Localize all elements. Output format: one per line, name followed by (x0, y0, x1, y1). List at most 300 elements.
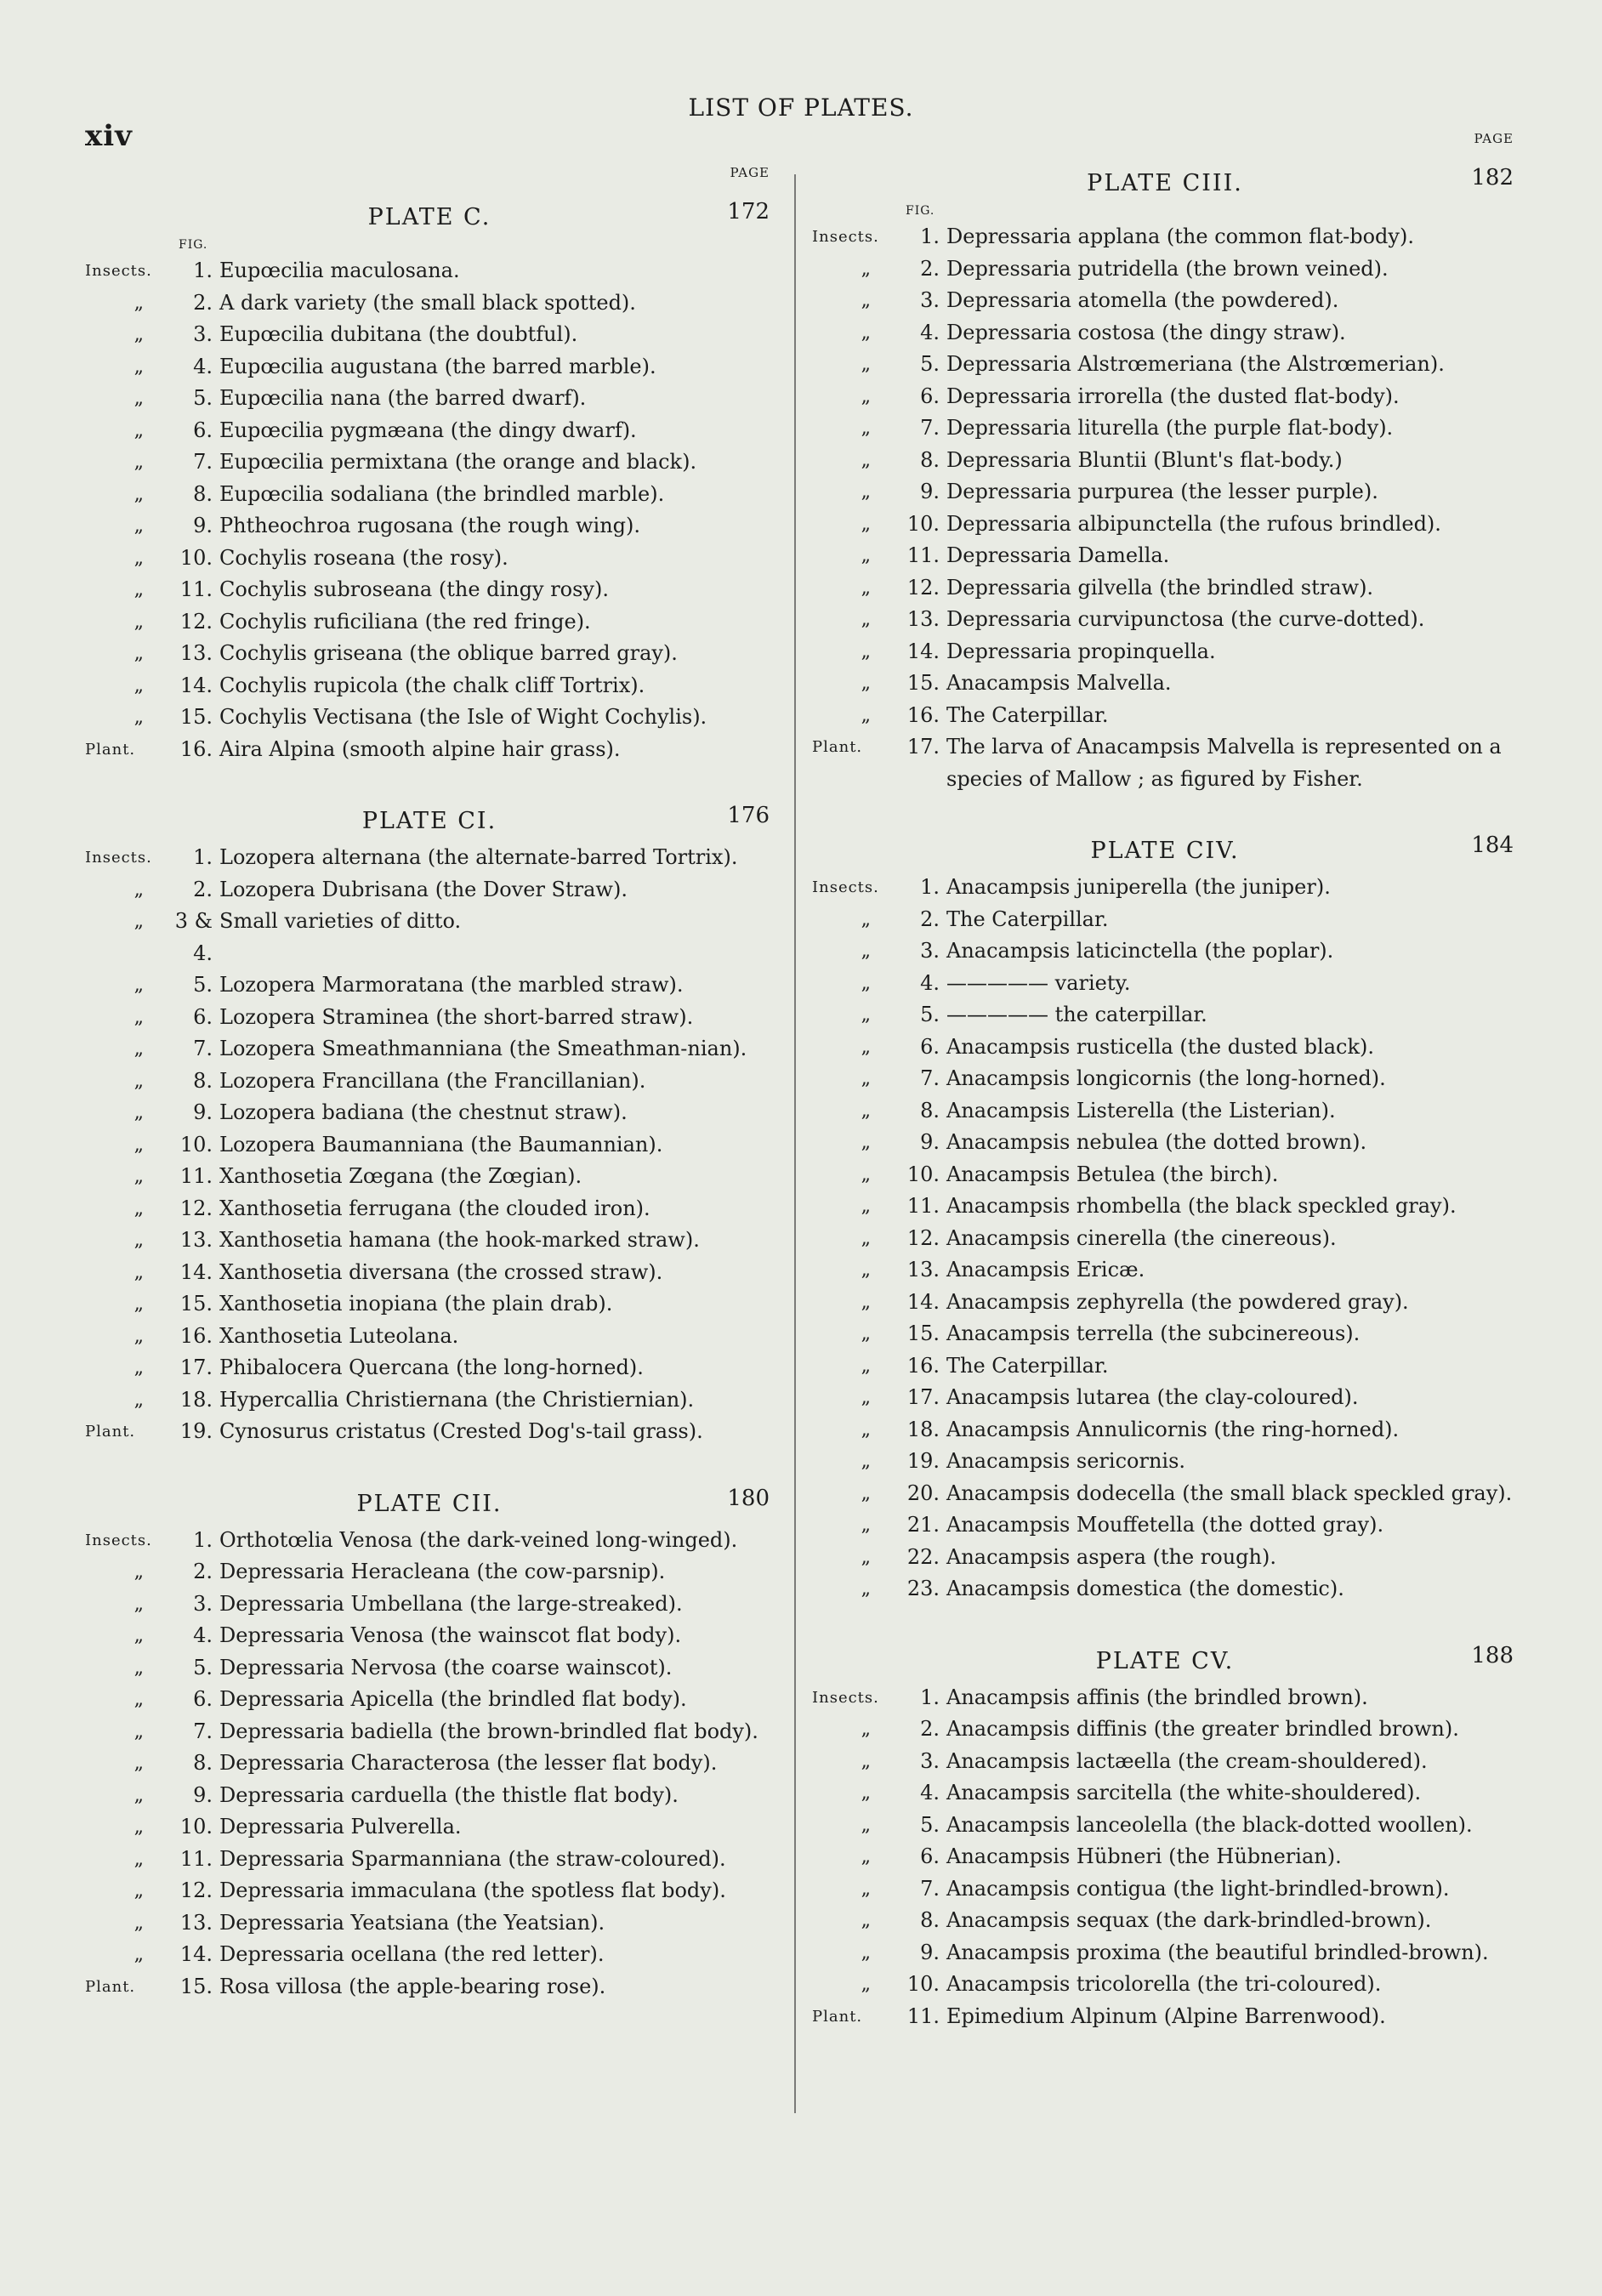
figure-number: 2. (920, 906, 940, 931)
figure-number: 16. (906, 702, 940, 727)
entry-category: „ (134, 1166, 145, 1187)
plate-entry (85, 969, 774, 1002)
entry-text: Phibalocera Quercana (the long-horned). (219, 1355, 644, 1379)
entry-category: „ (861, 1036, 872, 1058)
section-spacer (85, 765, 774, 803)
figure-number: 8. (193, 1068, 213, 1093)
entry-text: Depressaria propinquella. (946, 639, 1216, 663)
plate-entry (812, 1841, 1518, 1873)
plate-entry (812, 1873, 1518, 1906)
figure-number: 9. (920, 480, 940, 503)
plate-entry (85, 1588, 774, 1621)
plate-entry (812, 604, 1518, 636)
entry-text: Hypercallia Christiernana (the Christiernian). (219, 1387, 695, 1412)
entry-category: „ (861, 704, 872, 726)
entry-category: „ (861, 1132, 872, 1153)
entry-category: „ (134, 911, 145, 932)
entry-category: „ (134, 1689, 145, 1710)
plate-title: PLATE CIV. (1090, 838, 1240, 864)
entry-category: „ (861, 1196, 872, 1217)
figure-number: 5. (193, 386, 213, 410)
plate-entry (85, 734, 774, 766)
entry-text: Depressaria Damella. (946, 543, 1170, 567)
entry-category: „ (861, 1163, 872, 1185)
entry-text: Anacampsis lanceolella (the black-dotted woollen). (946, 1812, 1473, 1837)
plate-section (85, 803, 774, 1448)
plate-entry (85, 1716, 774, 1748)
figure-number: 12. (906, 1225, 940, 1250)
plate-entry (85, 1907, 774, 1940)
entry-text: Depressaria putridella (the brown veined). (946, 256, 1389, 281)
entry-text: Eupœcilia nana (the barred dwarf). (219, 386, 587, 410)
figure-number: 16. (179, 736, 213, 761)
entry-category: „ (861, 1814, 872, 1836)
entry-category: Insects. (812, 228, 879, 246)
plate-entry (85, 415, 774, 447)
plate-entry (85, 1748, 774, 1780)
section-spacer (812, 1605, 1518, 1643)
fig-column-label: FIG. (179, 238, 208, 252)
figure-number: 7. (193, 450, 213, 474)
plate-entry (85, 1129, 774, 1162)
entry-text: Cochylis Vectisana (the Isle of Wight Cochylis). (219, 705, 707, 729)
plate-entry (85, 1684, 774, 1716)
entry-category: „ (134, 1134, 145, 1156)
entry-text: Lozopera alternana (the alternate-barred Tortrix). (219, 845, 738, 869)
entry-text: The larva of Anacampsis Malvella is represented on a species of Mallow ; as figured by Fisher. (946, 735, 1502, 791)
plate-title: PLATE CI. (361, 808, 497, 834)
plate-entry (85, 638, 774, 670)
plate-entry (85, 1257, 774, 1289)
figure-number: 11. (179, 577, 213, 601)
right-column-heading (812, 128, 1518, 158)
figure-number: 5. (920, 352, 940, 376)
plate-page-number: 172 (727, 199, 770, 224)
plate-entry (812, 572, 1518, 605)
figure-number: 5. (193, 973, 213, 997)
figure-number: 8. (193, 1751, 213, 1775)
entry-text: Depressaria liturella (the purple flat-body). (946, 416, 1394, 440)
entry-text: Anacampsis dodecella (the small black speckled gray). (946, 1480, 1513, 1505)
figure-number: 13. (179, 1228, 213, 1252)
left-column (85, 162, 774, 2003)
plate-entry (812, 540, 1518, 572)
entry-category: „ (134, 1720, 145, 1742)
fig-column-label: FIG. (906, 204, 935, 218)
plate-entry (85, 1811, 774, 1844)
plate-entry (812, 381, 1518, 413)
figure-number: 8. (920, 447, 940, 472)
plate-header (812, 833, 1518, 872)
plate-entry (812, 1777, 1518, 1810)
plate-title: PLATE CII. (356, 1490, 503, 1517)
figure-number: 14. (179, 1259, 213, 1284)
entry-category: „ (134, 324, 145, 345)
entry-category: „ (861, 1719, 872, 1740)
figure-number: 10. (906, 1162, 940, 1186)
entry-category: „ (861, 673, 872, 694)
entry-text: Depressaria irrorella (the dusted flat-body). (946, 384, 1400, 408)
entry-category: Plant. (812, 2007, 863, 2026)
figure-number: 9. (193, 514, 213, 537)
entry-category: „ (134, 1006, 145, 1028)
figure-number: 7. (920, 416, 940, 440)
entry-text: Anacampsis lutarea (the clay-coloured). (946, 1385, 1359, 1409)
entry-category: „ (134, 1293, 145, 1315)
plate-entry (812, 872, 1518, 904)
plate-entry (85, 1288, 774, 1321)
plate-page-number: 188 (1471, 1642, 1514, 1668)
figure-number: 6. (193, 1687, 213, 1711)
figure-number: 12. (179, 609, 213, 634)
entry-category: „ (861, 545, 872, 566)
figure-number: 9. (920, 1130, 940, 1154)
entry-text: ————— the caterpillar. (946, 1003, 1207, 1026)
section-spacer (85, 1448, 774, 1486)
plate-section (812, 1643, 1518, 2033)
entry-category: „ (861, 1227, 872, 1249)
entry-category: „ (134, 547, 145, 569)
entry-category: „ (861, 1974, 872, 1995)
entry-text: Cynosurus cristatus (Crested Dog's-tail grass). (219, 1419, 703, 1443)
entry-text: Depressaria carduella (the thistle flat body). (219, 1782, 679, 1807)
entry-text: Anacampsis sequax (the dark-brindled-brown). (946, 1908, 1432, 1932)
entry-category: „ (134, 1102, 145, 1123)
plate-entry (812, 1350, 1518, 1383)
figure-number: 4. (920, 970, 940, 995)
figure-number: 1. (193, 845, 213, 869)
entry-category: „ (861, 321, 872, 344)
entry-text: Xanthosetia ferrugana (the clouded iron). (219, 1196, 650, 1220)
entry-text: Anacampsis sarcitella (the white-shouldered). (946, 1781, 1422, 1804)
entry-category: „ (134, 643, 145, 664)
entry-category: „ (861, 1941, 872, 1964)
entry-text: Depressaria albipunctella (the rufous brindled). (946, 511, 1441, 536)
entry-text: Lozopera badiana (the chestnut straw). (219, 1100, 628, 1124)
entry-text: Depressaria Yeatsiana (the Yeatsian). (219, 1910, 605, 1935)
entry-category: „ (861, 1546, 872, 1568)
plate-entry (85, 574, 774, 606)
entry-text: Cochylis griseana (the oblique barred gray). (219, 641, 678, 665)
figure-number: 15. (179, 1974, 213, 1998)
figure-number: 8. (193, 481, 213, 506)
entry-text: Anacampsis nebulea (the dotted brown). (946, 1130, 1367, 1154)
entry-category: „ (134, 878, 145, 901)
entry-text: Cochylis rupicola (the chalk cliff Tortrix). (219, 673, 645, 697)
entry-text: Anacampsis Listerella (the Listerian). (946, 1098, 1336, 1122)
plate-header (85, 1486, 774, 1525)
entry-category: „ (134, 1593, 145, 1615)
entry-text: Anacampsis Malvella. (946, 671, 1172, 695)
plate-entry (85, 1384, 774, 1417)
plate-entry (85, 383, 774, 415)
plate-entry (812, 1746, 1518, 1778)
entry-category: „ (134, 611, 145, 633)
entry-text: Anacampsis rhombella (the black speckled gray). (946, 1194, 1457, 1218)
figure-number: 15. (906, 1321, 940, 1345)
entry-category: „ (134, 1880, 145, 1901)
entry-category: „ (861, 449, 872, 471)
figure-number: 11. (906, 1194, 940, 1218)
figure-number: 1. (193, 259, 213, 282)
entry-category: „ (134, 1944, 145, 1965)
figure-number: 14. (179, 1942, 213, 1966)
entry-text: Depressaria Sparmanniana (the straw-coloured). (219, 1846, 726, 1871)
entry-category: „ (861, 258, 872, 280)
figure-number: 17. (906, 1385, 940, 1409)
entry-category: „ (861, 1846, 872, 1867)
entry-text: Lozopera Smeathmanniana (the Smeathman-nian). (219, 1037, 747, 1060)
entry-category: „ (134, 1070, 145, 1092)
figure-number: 13. (179, 641, 213, 665)
entry-category: Plant. (85, 1423, 136, 1441)
plate-entry (812, 1063, 1518, 1095)
entry-text: Depressaria Pulverella. (219, 1815, 462, 1839)
entry-text: Anacampsis affinis (the brindled brown). (946, 1685, 1368, 1709)
plate-entry (812, 445, 1518, 477)
entry-text: Eupœcilia permixtana (the orange and black). (219, 450, 697, 474)
entry-category: „ (861, 1355, 872, 1377)
entry-category: „ (861, 972, 872, 994)
entry-category: „ (134, 515, 145, 537)
entry-category: „ (861, 418, 872, 439)
plate-page-number: 182 (1471, 165, 1514, 190)
entry-text: Anacampsis Annulicornis (the ring-horned). (946, 1417, 1400, 1441)
figure-number: 15. (179, 1292, 213, 1316)
entry-text: Anacampsis tricolorella (the tri-coloured). (946, 1972, 1382, 1996)
plate-header (812, 1643, 1518, 1682)
plate-entry (812, 317, 1518, 350)
plate-entry (85, 1844, 774, 1876)
plate-entry (85, 842, 774, 874)
column-divider (794, 174, 796, 2113)
plate-page-number: 180 (727, 1485, 770, 1511)
figure-number: 18. (179, 1387, 213, 1412)
figure-number: 5. (920, 1003, 940, 1026)
plate-entry (85, 1352, 774, 1384)
figure-number: 11. (906, 2003, 940, 2028)
entry-text: Xanthosetia diversana (the crossed straw). (219, 1259, 663, 1284)
figure-number: 17. (906, 735, 940, 759)
entry-category: „ (861, 1259, 872, 1281)
entry-category: „ (134, 1325, 145, 1347)
plate-entry (85, 1875, 774, 1907)
figure-number: 6. (193, 418, 213, 442)
entry-text: Depressaria ocellana (the red letter). (219, 1942, 605, 1966)
entry-text: Xanthosetia Zœgana (the Zœgian). (219, 1164, 582, 1188)
entry-category: „ (861, 1387, 872, 1408)
entry-text: Depressaria Apicella (the brindled flat body). (219, 1687, 687, 1711)
plate-page-number: 176 (727, 803, 770, 828)
plate-entry (812, 1095, 1518, 1128)
plate-entry (812, 1127, 1518, 1159)
entry-text: Anacampsis Betulea (the birch). (946, 1162, 1279, 1186)
figure-number: 9. (920, 1940, 940, 1964)
entry-category: „ (861, 513, 872, 535)
right-column (812, 128, 1518, 2032)
entry-text: Orthotœlia Venosa (the dark-veined long-winged). (219, 1527, 738, 1552)
entry-text: Anacampsis lactæella (the cream-shouldered). (946, 1748, 1428, 1773)
entry-category: „ (861, 1291, 872, 1313)
entry-text: Xanthosetia inopiana (the plain drab). (219, 1292, 613, 1316)
figure-number: 9. (193, 1100, 213, 1124)
plate-entry (812, 700, 1518, 732)
plate-entry (812, 1937, 1518, 1969)
entry-text: Eupœcilia maculosana. (219, 259, 460, 282)
figure-number: 7. (193, 1719, 213, 1743)
page-title: LIST OF PLATES. (688, 94, 914, 122)
figure-number: 1. (920, 224, 940, 248)
entry-category: „ (861, 1323, 872, 1344)
figure-number: 14. (906, 1289, 940, 1314)
entry-category: „ (861, 941, 872, 962)
entry-category: „ (134, 388, 145, 409)
entry-category: „ (134, 1261, 145, 1283)
entry-text: Anacampsis rusticella (the dusted black). (946, 1034, 1375, 1059)
entry-text: Lozopera Straminea (the short-barred straw). (219, 1004, 694, 1029)
plate-entry (812, 1542, 1518, 1574)
entry-text: Anacampsis proxima (the beautiful brindled-brown). (946, 1940, 1489, 1964)
plate-entry (812, 935, 1518, 968)
figure-number: 4. (920, 1781, 940, 1804)
entry-category: „ (861, 1782, 872, 1804)
figure-number: 1. (920, 1685, 940, 1709)
figure-number: 3. (920, 939, 940, 963)
entry-category: Insects. (85, 849, 152, 867)
entry-text: Depressaria immaculana (the spotless flat body). (219, 1878, 726, 1902)
plate-entry (85, 1939, 774, 1971)
plate-entry (85, 606, 774, 639)
entry-category: „ (861, 290, 872, 311)
right-plate-list (812, 165, 1518, 2032)
plate-header (85, 803, 774, 842)
entry-category: „ (134, 579, 145, 600)
figure-number: 4. (920, 320, 940, 344)
entry-category: „ (134, 1389, 145, 1411)
entry-category: „ (861, 1578, 872, 1600)
entry-text: Depressaria Venosa (the wainscot flat body). (219, 1623, 682, 1647)
plate-entry (812, 2001, 1518, 2033)
figure-number: 10. (179, 1132, 213, 1157)
entry-category: „ (861, 385, 872, 407)
plate-entry (812, 253, 1518, 286)
plate-section (812, 165, 1518, 795)
plate-section (85, 1486, 774, 2003)
figure-number: 5. (920, 1812, 940, 1837)
entry-text: Rosa villosa (the apple-bearing rose). (219, 1974, 606, 1998)
entry-text: Eupœcilia augustana (the barred marble). (219, 354, 656, 378)
figure-number: 7. (920, 1066, 940, 1090)
entry-text: Anacampsis Hübneri (the Hübnerian). (946, 1844, 1342, 1868)
figure-number: 15. (906, 671, 940, 695)
plate-entry (812, 968, 1518, 1000)
entry-text: Eupœcilia sodaliana (the brindled marble). (219, 481, 665, 506)
plate-entry (85, 1556, 774, 1588)
figure-number: 4. (193, 1623, 213, 1647)
entry-text: Depressaria Nervosa (the coarse wainscot). (219, 1655, 673, 1679)
entry-text: Depressaria applana (the common flat-body). (946, 224, 1414, 248)
figure-number: 2. (193, 877, 213, 901)
figure-number: 5. (193, 1655, 213, 1679)
left-column-heading (85, 162, 774, 192)
figure-number: 14. (906, 639, 940, 663)
figure-number: 2. (193, 290, 213, 315)
entry-category: „ (134, 452, 145, 473)
plate-entry (85, 351, 774, 384)
entry-text: Cochylis subroseana (the dingy rosy). (219, 577, 609, 601)
entry-category: „ (134, 355, 145, 378)
plate-entry (812, 1446, 1518, 1478)
entry-text: Anacampsis juniperella (the juniper). (946, 875, 1331, 899)
entry-text: Anacampsis Ericæ. (946, 1258, 1145, 1282)
entry-text: Anacampsis laticinctella (the poplar). (946, 939, 1334, 963)
plate-entry (812, 1478, 1518, 1510)
entry-category: „ (861, 908, 872, 930)
figure-number: 3. (193, 1591, 213, 1616)
entry-category: „ (134, 1784, 145, 1806)
entry-category: „ (861, 1910, 872, 1931)
plate-entry (85, 510, 774, 543)
figure-number: 21. (906, 1513, 940, 1537)
figure-number: 14. (179, 673, 213, 697)
entry-text: Depressaria Bluntii (Blunt's flat-body.) (946, 447, 1343, 472)
page-column-label: PAGE (730, 165, 770, 180)
entry-text: Xanthosetia Luteolana. (219, 1323, 459, 1348)
plate-entry (812, 1191, 1518, 1223)
plate-header (812, 165, 1518, 204)
entry-text: Small varieties of ditto. (219, 909, 462, 933)
plate-entry (812, 221, 1518, 253)
figure-number: 12. (179, 1196, 213, 1220)
figure-number: 6. (920, 384, 940, 408)
entry-category: Insects. (85, 1531, 152, 1549)
entry-text: Depressaria Alstrœmeriana (the Alstrœmerian). (946, 352, 1445, 376)
plate-entry (85, 1416, 774, 1448)
entry-category: „ (134, 483, 145, 505)
plate-title: PLATE CV. (1095, 1647, 1235, 1674)
section-spacer (812, 795, 1518, 833)
entry-category: „ (134, 1357, 145, 1378)
plate-entry (812, 285, 1518, 317)
plate-entry (85, 287, 774, 320)
plate-entry (85, 1066, 774, 1098)
plate-section (812, 833, 1518, 1605)
entry-category: „ (134, 1038, 145, 1060)
figure-number: 11. (179, 1846, 213, 1871)
plate-entry (85, 255, 774, 287)
entry-category: Insects. (812, 1688, 879, 1707)
figure-number: 7. (920, 1876, 940, 1901)
figure-number: 13. (179, 1910, 213, 1935)
entry-category: „ (134, 975, 145, 996)
plate-entry (85, 1097, 774, 1129)
entry-text: Phtheochroa rugosana (the rough wing). (219, 514, 641, 537)
entry-text: Cochylis roseana (the rosy). (219, 545, 508, 570)
entry-category: „ (134, 1912, 145, 1934)
plate-entry (85, 1193, 774, 1225)
figure-number: 2. (920, 1717, 940, 1741)
entry-text: Lozopera Dubrisana (the Dover Straw). (219, 877, 628, 901)
entry-text: The Caterpillar. (946, 1353, 1109, 1378)
plate-entry (812, 636, 1518, 668)
plate-entry (812, 1031, 1518, 1064)
figure-number: 15. (179, 705, 213, 729)
figure-number: 10. (906, 511, 940, 536)
figure-number: 13. (906, 607, 940, 631)
figure-number: 4. (193, 354, 213, 378)
entry-text: Anacampsis Mouffetella (the dotted gray). (946, 1513, 1384, 1537)
entry-text: Anacampsis sericornis. (946, 1449, 1186, 1473)
